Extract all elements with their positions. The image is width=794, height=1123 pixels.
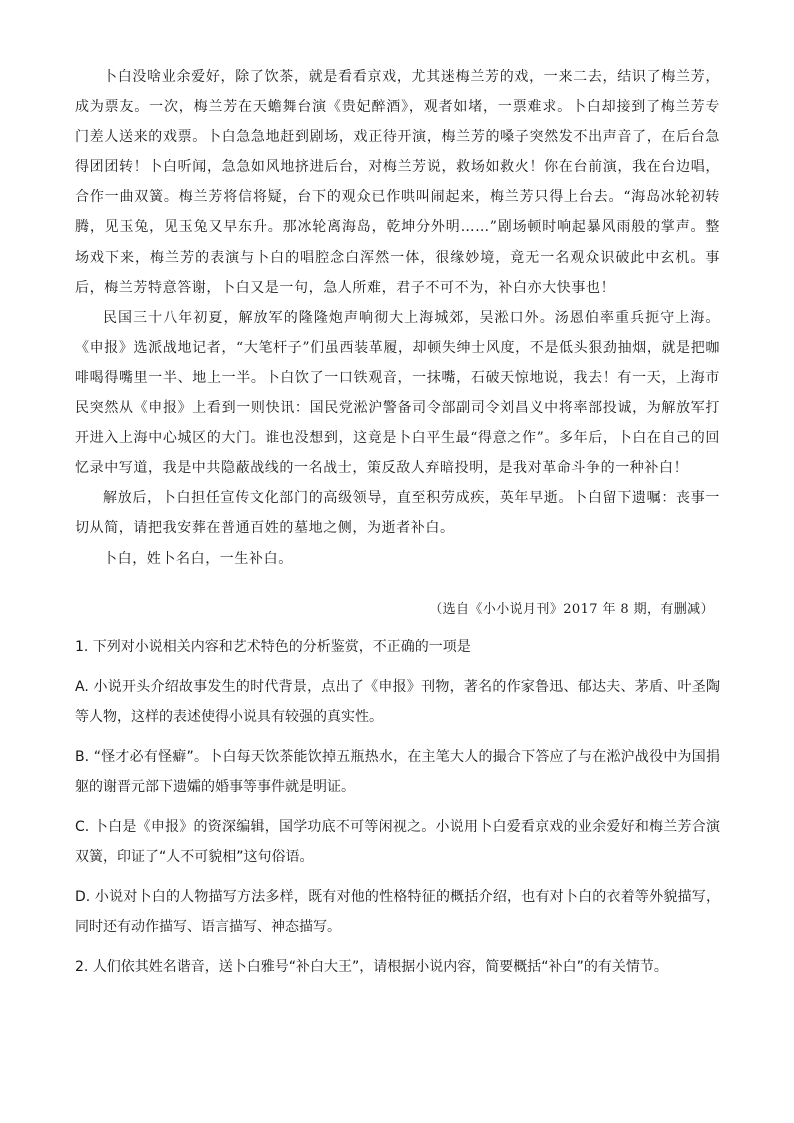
question-section bbox=[75, 632, 720, 992]
question-1-stem: 1. 下列对小说相关内容和艺术特色的分析鉴赏，不正确的一项是 bbox=[75, 639, 471, 655]
passage-paragraph-2: 民国三十八年初夏，解放军的隆隆炮声响彻大上海城郊，吴淞口外。汤恩伯率重兵扼守上海。《申报》选派战地记者，“大笔杆子”们虽西装革履，却顿失绅士风度，不是低头狠劲抽烟，就是把咖啡喝得嘴里一半、地上一半。卜白饮了一口铁观音，一抹嘴，石破天惊地说，我去！有一天，上海市民突然从《申报》上看到一则快讯：国民党淞沪警备司令部副司令刘昌义中将率部投诚，为解放军打开进入上海中心城区的大门。谁也没想到，这竟是卜白平生最“得意之作”。多年后，卜白在自己的回忆录中写道，我是中共隐蔽战线的一名战士，策反敌人弃暗投明，是我对革命斗争的一种补白！ bbox=[75, 309, 720, 477]
option-d: D. 小说对卜白的人物描写方法多样，既有对他的性格特征的概括介绍，也有对卜白的衣着等外貌描写，同时还有动作描写、语言描写、神态描写。 bbox=[75, 889, 720, 935]
source-citation: （选自《小小说月刊》2017 年 8 期，有删减） bbox=[429, 602, 714, 617]
passage-paragraph-4: 卜白，姓卜名白，一生补白。 bbox=[103, 550, 293, 567]
question-2-stem: 2. 人们依其姓名谐音，送卜白雅号“补白大王”，请根据小说内容，简要概括“补白”的有关情节。 bbox=[75, 959, 668, 975]
option-c: C. 卜白是《申报》的资深编辑，国学功底不可等闲视之。小说用卜白爱看京戏的业余爱好和梅兰芳合演双簧，印证了“人不可貌相”这句俗语。 bbox=[75, 819, 720, 865]
option-b: B. “怪才必有怪癖”。卜白每天饮茶能饮掉五瓶热水，在主笔大人的撮合下答应了与在淞沪战役中为国捐躯的谢晋元部下遗孀的婚事等事件就是明证。 bbox=[75, 749, 720, 795]
passage-paragraph-3: 解放后，卜白担任宣传文化部门的高级领导，直至积劳成疾，英年早逝。卜白留下遗嘱：丧事一切从简，请把我安葬在普通百姓的墓地之侧，为逝者补白。 bbox=[75, 490, 720, 537]
passage-paragraph-1: 卜白没啥业余爱好，除了饮茶，就是看看京戏，尤其迷梅兰芳的戏，一来二去，结识了梅兰芳，成为票友。一次，梅兰芳在天蟾舞台演《贵妃醉酒》，观者如堵，一票难求。卜白却接到了梅兰芳专门差人送来的戏票。卜白急急地赶到剧场，戏正待开演，梅兰芳的嗓子突然发不出声音了，在后台急得团团转！卜白听闻，急急如风地挤进后台，对梅兰芳说，救场如救火！你在台前演，我在台边唱，合作一曲双簧。梅兰芳将信将疑，台下的观众已作哄叫闹起来，梅兰芳只得上台去。“海岛冰轮初转腾，见玉兔，见玉兔又早东升。那冰轮离海岛，乾坤分外明……”剧场顿时响起暴风雨般的掌声。整场戏下来，梅兰芳的表演与卜白的唱腔念白浑然一体，很缘妙境，竟无一名观众识破此中玄机。事后，梅兰芳特意答谢，卜白又是一句，急人所难，君子不可不为，补白亦大快事也！ bbox=[75, 69, 720, 296]
story-passage bbox=[75, 62, 720, 574]
option-a: A. 小说开头介绍故事发生的时代背景，点出了《申报》刊物，著名的作家鲁迅、郁达夫、茅盾、叶圣陶等人物，这样的表述使得小说具有较强的真实性。 bbox=[75, 679, 720, 725]
